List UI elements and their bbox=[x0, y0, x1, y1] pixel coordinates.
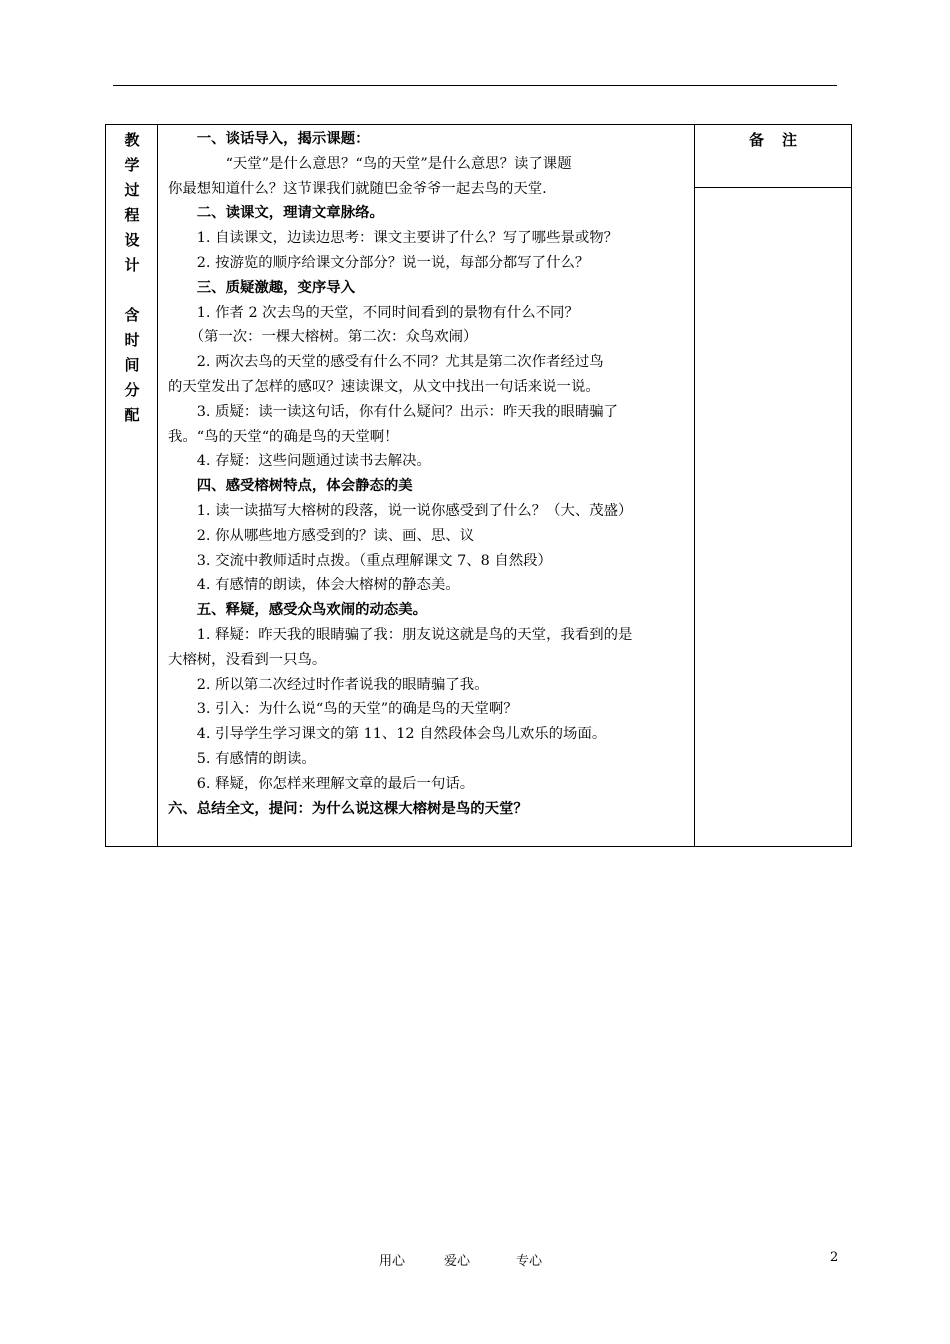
section-heading: 六、总结全文，提问：为什么说这棵大榕树是鸟的天堂？ bbox=[168, 800, 528, 817]
content-line: 我。“鸟的天堂“的确是鸟的天堂啊！ bbox=[168, 428, 399, 445]
footer-middle: 爱心 bbox=[444, 1254, 471, 1269]
side-label-char: 间 bbox=[124, 356, 140, 374]
content-column bbox=[158, 125, 695, 846]
header-rule bbox=[113, 85, 837, 86]
content-line: 1. 自读课文，边读边思考：课文主要讲了什么？写了哪些景或物？ bbox=[168, 230, 619, 247]
content-line: 3. 交流中教师适时点拨。（重点理解课文 7、8 自然段） bbox=[168, 552, 552, 569]
side-label-char: 学 bbox=[124, 156, 140, 174]
content-line: 2. 按游览的顺序给课文分部分？说一说，每部分都写了什么？ bbox=[168, 255, 590, 271]
content-line: 1. 释疑：昨天我的眼睛骗了我：朋友说这就是鸟的天堂，我看到的是 bbox=[168, 627, 633, 643]
content-line: 2. 你从哪些地方感受到的？读、画、思、议 bbox=[168, 527, 475, 544]
section-heading: 五、释疑，感受众鸟欢闹的动态美。 bbox=[168, 602, 428, 619]
content-line: 3. 质疑：读一读这句话，你有什么疑问？出示：昨天我的眼睛骗了 bbox=[168, 403, 619, 420]
footer-right: 专心 bbox=[516, 1254, 543, 1269]
side-label-char: 过 bbox=[124, 181, 140, 199]
content-line: 4. 存疑：这些问题通过读书去解决。 bbox=[168, 453, 431, 470]
content-line: 2. 两次去鸟的天堂的感受有什么不同？尤其是第二次作者经过鸟 bbox=[168, 354, 604, 371]
side-label-char: 时 bbox=[124, 331, 140, 349]
lesson-plan-table bbox=[105, 124, 852, 847]
content-line: 5. 有感情的朗读。 bbox=[168, 751, 316, 767]
content-line: （第一次：一棵大榕树。第二次：众鸟欢闹） bbox=[168, 329, 478, 346]
content-line: 大榕树，没看到一只鸟。 bbox=[168, 651, 327, 668]
side-label-char: 计 bbox=[124, 256, 140, 274]
content-line: 4. 引导学生学习课文的第 11、12 自然段体会鸟儿欢乐的场面。 bbox=[168, 726, 607, 743]
section-heading: 一、谈话导入，揭示课题： bbox=[168, 131, 370, 147]
footer-left: 用心 bbox=[379, 1254, 406, 1269]
side-label-char: 程 bbox=[124, 206, 140, 224]
notes-header: 备注 bbox=[695, 125, 851, 188]
content-line: 1. 作者 2 次去鸟的天堂，不同时间看到的景物有什么不同？ bbox=[168, 304, 579, 321]
content-line: “天堂”是什么意思？“鸟的天堂”是什么意思？读了课题 bbox=[168, 155, 572, 172]
section-heading: 二、读课文，理请文章脉络。 bbox=[168, 205, 384, 222]
content-line: 2. 所以第二次经过时作者说我的眼睛骗了我。 bbox=[168, 676, 489, 693]
content-line: 4. 有感情的朗读，体会大榕树的静态美。 bbox=[168, 577, 460, 594]
content-line: 你最想知道什么？这节课我们就随巴金爷爷一起去鸟的天堂. bbox=[168, 180, 547, 197]
side-label-char: 配 bbox=[124, 406, 140, 424]
side-label-char: 教 bbox=[124, 131, 140, 149]
section-heading: 三、质疑激趣，变序导入 bbox=[168, 279, 356, 296]
content-line: 6. 释疑，你怎样来理解文章的最后一句话。 bbox=[168, 775, 475, 792]
side-label-char: 含 bbox=[124, 306, 140, 324]
content-line: 的天堂发出了怎样的感叹？速读课文，从文中找出一句话来说一说。 bbox=[168, 379, 600, 395]
side-label-char: 分 bbox=[124, 381, 140, 399]
section-heading: 四、感受榕树特点，体会静态的美 bbox=[168, 478, 413, 495]
side-label-column bbox=[106, 125, 158, 846]
side-label-char: 设 bbox=[124, 231, 140, 249]
page-number: 2 bbox=[830, 1250, 839, 1265]
content-line: 1. 读一读描写大榕树的段落，说一说你感受到了什么？（大、茂盛） bbox=[168, 503, 633, 519]
notes-column bbox=[695, 125, 851, 846]
content-line: 3. 引入：为什么说“鸟的天堂”的确是鸟的天堂啊？ bbox=[168, 701, 518, 718]
